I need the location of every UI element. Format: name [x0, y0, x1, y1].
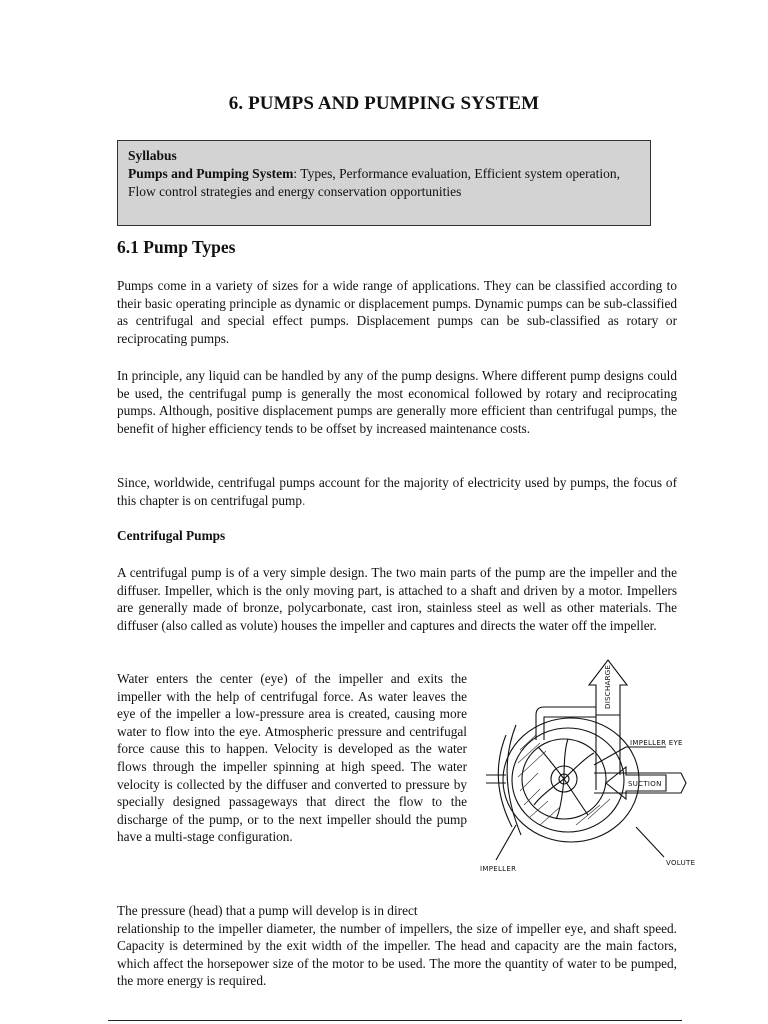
paragraph-pump-economics: In principle, any liquid can be handled by any of the pump designs. Where different pump designs could be used, the centrifugal pump is generally the most economical followed by rotary and reciprocating pumps. Although, positive displacement pumps are generally more efficient than centrifugal pumps, the benefit of higher efficiency tends to be offset by increased maintenance costs.	[117, 368, 677, 436]
syllabus-lead: Pumps and Pumping System	[128, 166, 294, 181]
focus-period: .	[302, 492, 306, 508]
label-volute: VOLUTE	[666, 859, 696, 867]
syllabus-heading: Syllabus	[128, 148, 177, 163]
label-suction: SUCTION	[628, 780, 662, 788]
label-discharge: DISCHARGE	[604, 664, 612, 709]
chapter-title: 6. PUMPS AND PUMPING SYSTEM	[228, 93, 540, 114]
subheading-centrifugal-pumps: Centrifugal Pumps	[117, 528, 226, 543]
paragraph-centrifugal-design: A centrifugal pump is of a very simple design. The two main parts of the pump are the impeller and the diffuser. Impeller, which is the only moving part, is attached to a shaft and driven by a motor. Impellers are generally made of bronze, polycarbonate, cast iron, stainless steel as well as other materials. The diffuser (also called as volute) houses the impeller and captures and directs the water off the impeller.	[117, 565, 677, 633]
paragraph-chapter-focus	[117, 474, 677, 509]
centrifugal-pump-diagram	[476, 655, 701, 880]
paragraph-pressure-head	[117, 902, 677, 990]
section-title: 6.1 Pump Types	[117, 237, 236, 257]
focus-text: Since, worldwide, centrifugal pumps account for the majority of electricity used by pumps, the focus of this chapter is on centrifugal pump	[117, 475, 677, 508]
pressure-rest: relationship to the impeller diameter, the number of impellers, the size of impeller eye, and shaft speed. Capacity is determined by the exit width of the impeller. The head and capacity are the main factors, which affect the horsepower size of the motor to be used. The more the quantity of water to be pumped, the more energy is required.	[117, 920, 677, 989]
syllabus-text: : Types, Performance evaluation, Efficient system operation, Flow control strategies and energy conservation opportunities	[128, 166, 621, 199]
syllabus-box	[117, 140, 651, 226]
footer-divider	[108, 1020, 682, 1021]
label-impeller-eye: IMPELLER EYE	[630, 739, 683, 747]
paragraph-pump-classification: Pumps come in a variety of sizes for a wide range of applications. They can be classified according to their basic operating principle as dynamic or displacement pumps. Dynamic pumps can be sub-classified as centrifugal and special effect pumps. Displacement pumps can be sub-classified as rotary or reciprocating pumps.	[117, 278, 677, 346]
label-impeller: IMPELLER	[480, 865, 517, 873]
syllabus-body	[128, 165, 650, 201]
paragraph-water-flow: Water enters the center (eye) of the impeller and exits the impeller with the help of centrifugal force. As water leaves the eye of the impeller a low-pressure area is created, causing more water to flow into the eye. Atmospheric pressure and centrifugal force cause this to happen. Velocity is developed as the water flows through the impeller spinning at high speed. The water velocity is collected by the diffuser and converted to pressure by specially designed passageways that direct the flow to the discharge of the pump, or to the next impeller should the pump have a multi-stage configuration.	[117, 671, 467, 845]
pressure-line1: The pressure (head) that a pump will develop is in direct	[117, 903, 418, 918]
